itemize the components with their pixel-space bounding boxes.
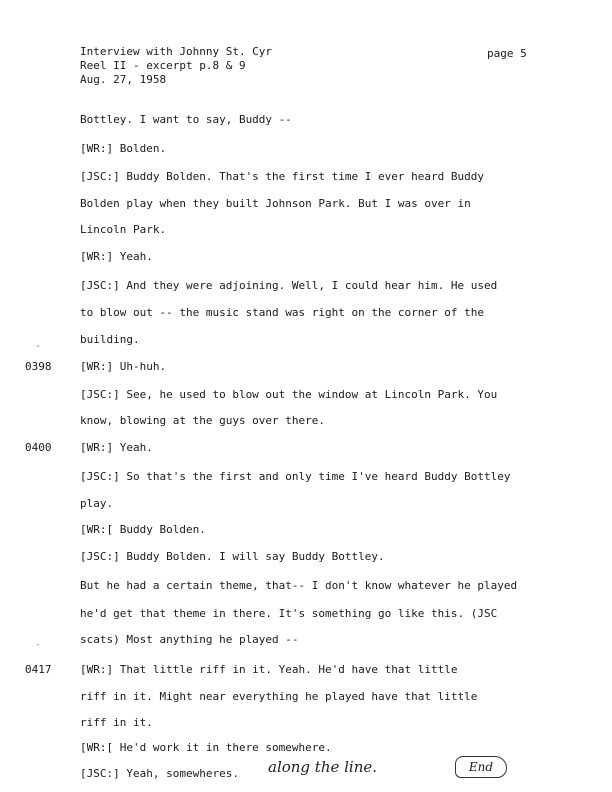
- timecode: 0400: [25, 441, 52, 454]
- transcript-line: [JSC:] See, he used to blow out the window at Lincoln Park. You: [80, 388, 498, 401]
- reel-info: Reel II - excerpt p.8 & 9: [80, 59, 246, 72]
- margin-mark: ˆ: [35, 345, 42, 356]
- transcript-line: riff in it. Might near everything he played have that little: [80, 690, 478, 703]
- transcript-line: [WR:] Uh-huh.: [80, 360, 167, 373]
- transcript-line: [JSC:] And they were adjoining. Well, I could hear him. He used: [80, 279, 498, 292]
- transcript-line: Lincoln Park.: [80, 223, 167, 236]
- margin-mark: ·: [35, 640, 42, 651]
- transcript-line: [WR:] Yeah.: [80, 441, 153, 454]
- transcript-line: [JSC:] Yeah, somewheres.: [80, 767, 239, 780]
- handwritten-end-mark: End: [455, 756, 507, 778]
- transcript-line: [WR:] Yeah.: [80, 250, 153, 263]
- transcript-line: [WR:] Bolden.: [80, 142, 167, 155]
- transcript-line: building.: [80, 333, 140, 346]
- transcript-line: play.: [80, 497, 114, 510]
- transcript-line: [WR:] That little riff in it. Yeah. He'd have that little: [80, 663, 458, 676]
- handwritten-addition: along the line.: [268, 758, 378, 776]
- transcript-line: to blow out -- the music stand was right on the corner of the: [80, 306, 484, 319]
- transcript-line: Bolden play when they built Johnson Park. But I was over in: [80, 197, 471, 210]
- transcript-line: [JSC:] Buddy Bolden. I will say Buddy Bottley.: [80, 550, 385, 563]
- transcript-line: riff in it.: [80, 716, 153, 729]
- timecode: 0417: [25, 663, 52, 676]
- transcript-line: he'd get that theme in there. It's something go like this. (JSC: [80, 607, 498, 620]
- interview-date: Aug. 27, 1958: [80, 73, 167, 86]
- transcript-line: But he had a certain theme, that-- I don't know whatever he played: [80, 579, 518, 592]
- transcript-line: [WR:[ Buddy Bolden.: [80, 523, 206, 536]
- interview-title: Interview with Johnny St. Cyr: [80, 45, 273, 58]
- transcript-line: [JSC:] So that's the first and only time I've heard Buddy Bottley: [80, 470, 511, 483]
- page-number: page 5: [487, 47, 527, 60]
- transcript-line: know, blowing at the guys over there.: [80, 414, 326, 427]
- transcript-line: [JSC:] Buddy Bolden. That's the first time I ever heard Buddy: [80, 170, 484, 183]
- transcript-line: Bottley. I want to say, Buddy --: [80, 113, 292, 126]
- transcript-line: scats) Most anything he played --: [80, 633, 299, 646]
- transcript-line: [WR:[ He'd work it in there somewhere.: [80, 741, 332, 754]
- timecode: 0398: [25, 360, 52, 373]
